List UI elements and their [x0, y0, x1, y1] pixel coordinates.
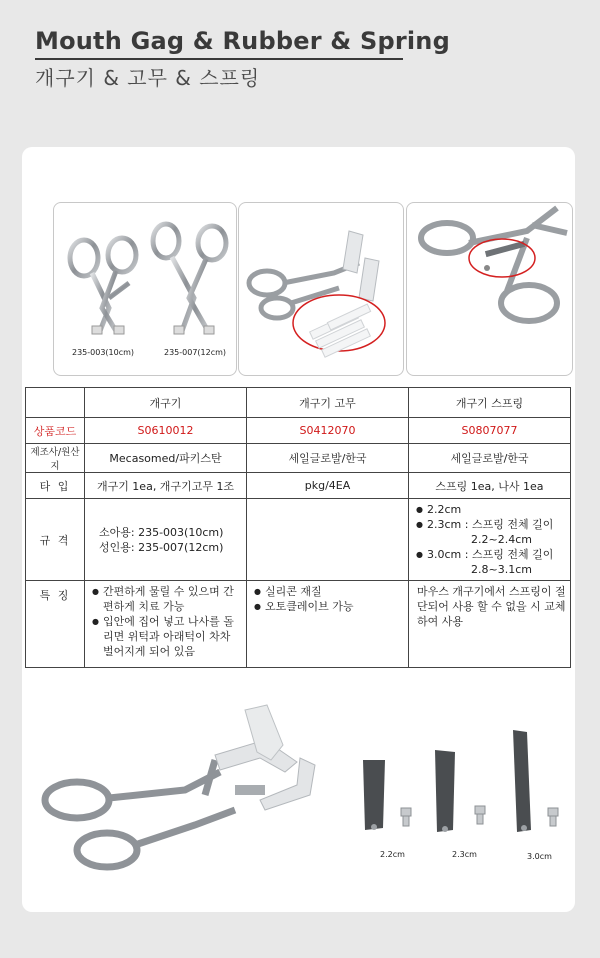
caption-spring-30: 3.0cm	[527, 852, 552, 861]
caption-large-gag: 235-007(12cm)	[164, 348, 227, 357]
caption-spring-23: 2.3cm	[452, 850, 477, 859]
header-rubber: 개구기 고무	[247, 388, 409, 418]
size-gag-child: 소아용: 235-003(10cm)	[99, 525, 224, 539]
size-gag-adult: 성인용: 235-007(12cm)	[99, 540, 224, 554]
photo-gag-rubber	[238, 202, 404, 376]
label-size: 규 격	[26, 499, 85, 581]
size-spring-30: ● 3.0cm : 스프링 전체 길이	[427, 547, 566, 562]
mouth-gag-large-image	[35, 700, 335, 890]
title-english: Mouth Gag & Rubber & Spring	[35, 27, 450, 55]
label-type: 타 입	[26, 473, 85, 499]
row-maker	[26, 444, 571, 473]
size-spring-23: ● 2.3cm : 스프링 전체 길이	[427, 517, 566, 532]
feature-gag-2: ● 입안에 집어 넣고 나사를 돌리면 위턱과 아래턱이 차차 벌어지게 되어 있음	[103, 614, 242, 659]
title-korean: 개구기 & 고무 & 스프링	[35, 66, 261, 90]
maker-gag: Mecasomed/파키스탄	[85, 444, 247, 473]
label-maker: 제조사/원산지	[26, 444, 85, 473]
size-spring	[409, 499, 571, 581]
size-gag	[85, 499, 247, 581]
type-gag: 개구기 1ea, 개구기고무 1조	[85, 473, 247, 499]
title-underline	[35, 58, 403, 60]
code-rubber: S0412070	[247, 418, 409, 444]
size-spring-23-range: 2.2~2.4cm	[471, 533, 532, 546]
header-gag: 개구기	[85, 388, 247, 418]
page-header	[35, 26, 575, 91]
features-spring: 마우스 개구기에서 스프링이 절단되어 사용 할 수 없을 시 교체하여 사용	[409, 581, 571, 668]
features-rubber	[247, 581, 409, 668]
spec-table	[25, 387, 571, 668]
size-rubber	[247, 499, 409, 581]
type-spring: 스프링 1ea, 나사 1ea	[409, 473, 571, 499]
mouth-gag-rubber-image	[239, 203, 403, 375]
photo-mouth-gags	[53, 202, 237, 376]
caption-small-gag: 235-003(10cm)	[72, 348, 135, 357]
label-product-code: 상품코드	[26, 418, 85, 444]
feature-rubber-2: ● 오토클레이브 가능	[265, 599, 404, 614]
header-spring: 개구기 스프링	[409, 388, 571, 418]
caption-spring-22: 2.2cm	[380, 850, 405, 859]
label-features: 특 징	[26, 581, 85, 668]
row-product-code	[26, 418, 571, 444]
maker-rubber: 세일글로발/한국	[247, 444, 409, 473]
feature-gag-1: ● 간편하게 물릴 수 있으며 간편하게 치료 가능	[103, 584, 242, 614]
table-header-row	[26, 388, 571, 418]
row-features	[26, 581, 571, 668]
type-rubber: pkg/4EA	[247, 473, 409, 499]
photo-spring-detail	[406, 202, 573, 376]
row-size	[26, 499, 571, 581]
size-spring-30-range: 2.8~3.1cm	[471, 563, 532, 576]
springs-image	[355, 730, 575, 870]
maker-spring: 세일글로발/한국	[409, 444, 571, 473]
photo-springs	[355, 730, 575, 870]
feature-rubber-1: ● 실리콘 재질	[265, 584, 404, 599]
code-spring: S0807077	[409, 418, 571, 444]
header-blank	[26, 388, 85, 418]
code-gag: S0610012	[85, 418, 247, 444]
features-gag	[85, 581, 247, 668]
size-spring-22: ● 2.2cm	[427, 502, 566, 517]
row-type	[26, 473, 571, 499]
photo-gag-large	[35, 700, 335, 890]
mouth-gag-spring-image	[407, 203, 572, 375]
mouth-gag-pair-image	[54, 203, 236, 375]
